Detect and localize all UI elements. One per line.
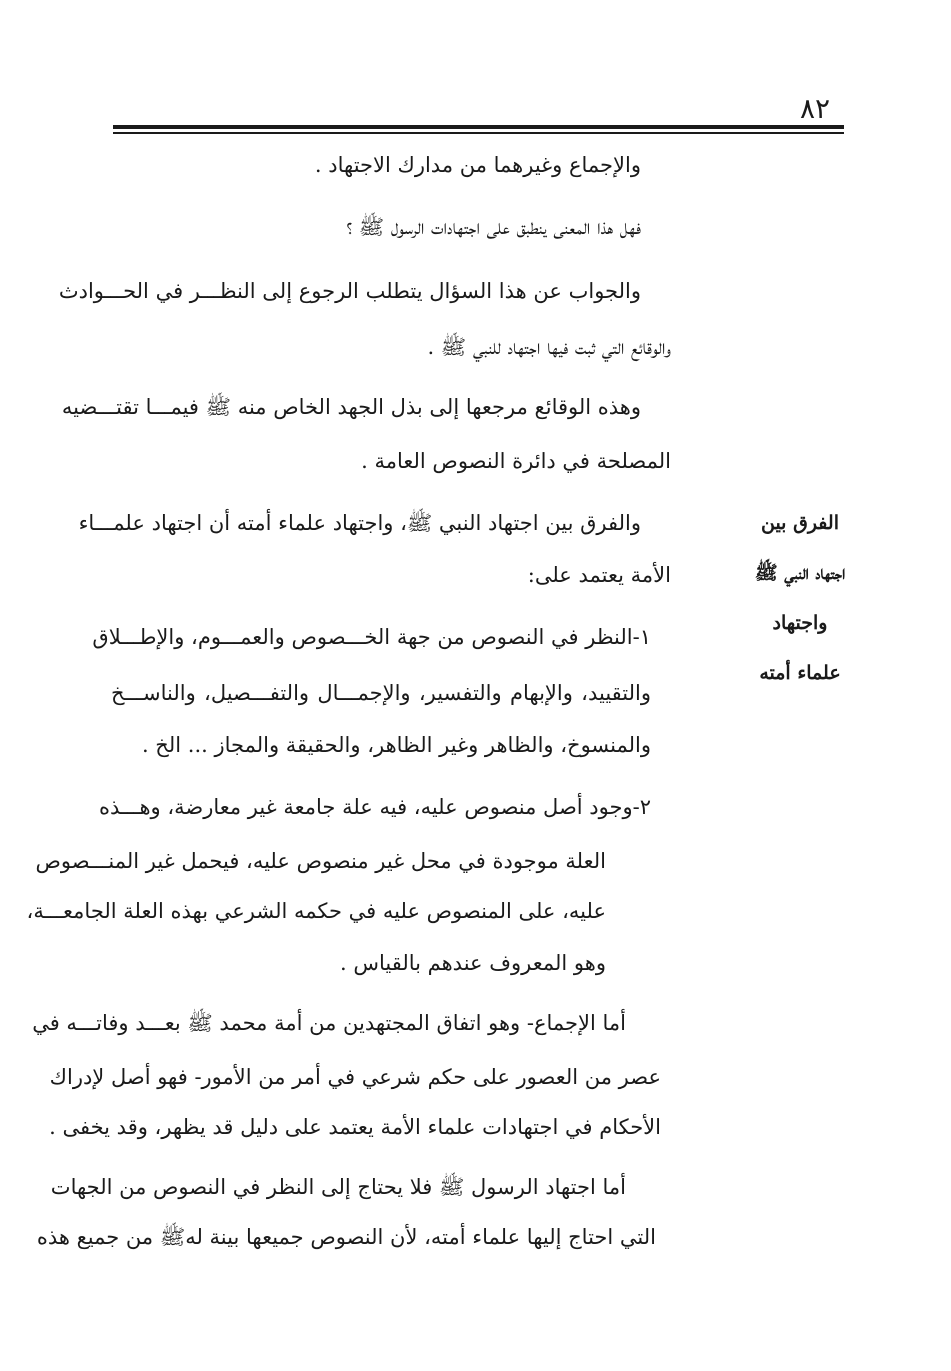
text-line: والجواب عن هذا السؤال يتطلب الرجوع إلى النظـــر في الحـــوادث [58, 279, 641, 303]
text-line: فهل هذا المعنى ينطبق على اجتهادات الرسول ﷺ ؟ [346, 215, 641, 239]
header-rule-thin [113, 132, 844, 134]
side-heading [730, 498, 870, 698]
text-line: ١-النظر في النصوص من جهة الخـــصوص والعمـــوم، والإطـــلاق [92, 625, 651, 649]
text-line: الأمة يعتمد على: [527, 563, 671, 587]
side-heading-line: اجتهاد النبي ﷺ [754, 562, 846, 584]
text-line: التي احتاج إليها علماء أمته، لأن النصوص جميعها بينة لهﷺ من جميع هذه [36, 1225, 656, 1249]
text-line: والتقييد، والإبهام والتفسير، والإجمـــال والتفـــصيل، والناســـخ [111, 681, 651, 705]
side-heading-line: علماء أمته [759, 662, 841, 684]
text-line: ٢-وجود أصل منصوص عليه، فيه علة جامعة غير معارضة، وهـــذه [98, 795, 651, 819]
side-heading-line: الفرق بين [760, 512, 839, 534]
text-line: والفرق بين اجتهاد النبي ﷺ، واجتهاد علماء أمته أن اجتهاد علمـــاء [78, 511, 641, 535]
text-line: والوقائع التي ثبت فيها اجتهاد للنبي ﷺ . [427, 335, 671, 359]
page-number: ٨٢ [800, 92, 831, 125]
text-line: وهو المعروف عندهم بالقياس . [339, 951, 606, 975]
text-line: عليه، على المنصوص عليه في حكمه الشرعي بهذه العلة الجامعـــة، [26, 899, 606, 923]
text-line: أما الإجماع- وهو اتفاق المجتهدين من أمة محمد ﷺ بعـــد وفاتـــه في [32, 1011, 626, 1035]
text-line: والمنسوخ، والظاهر وغير الظاهر، والحقيقة والمجاز ... الخ . [141, 733, 651, 757]
text-line: المصلحة في دائرة النصوص العامة . [361, 449, 671, 473]
side-heading-line: واجتهاد [772, 612, 828, 634]
text-line: العلة موجودة في محل غير منصوص عليه، فيحمل غير المنـــصوص [35, 849, 606, 873]
text-line: عصر من العصور على حكم شرعي في أمر من الأمور- فهو أصل لإدراك [49, 1065, 661, 1089]
text-line: الأحكام في اجتهادات علماء الأمة يعتمد على دليل قد يظهر، وقد يخفى . [49, 1115, 661, 1139]
text-line: أما اجتهاد الرسول ﷺ فلا يحتاج إلى النظر في النصوص من الجهات [50, 1175, 626, 1199]
text-line: والإجماع وغيرهما من مدارك الاجتهاد . [314, 153, 641, 177]
text-line: وهذه الوقائع مرجعها إلى بذل الجهد الخاص منه ﷺ فيمـــا تقتـــضيه [61, 395, 641, 419]
header-rule-thick [113, 125, 844, 129]
